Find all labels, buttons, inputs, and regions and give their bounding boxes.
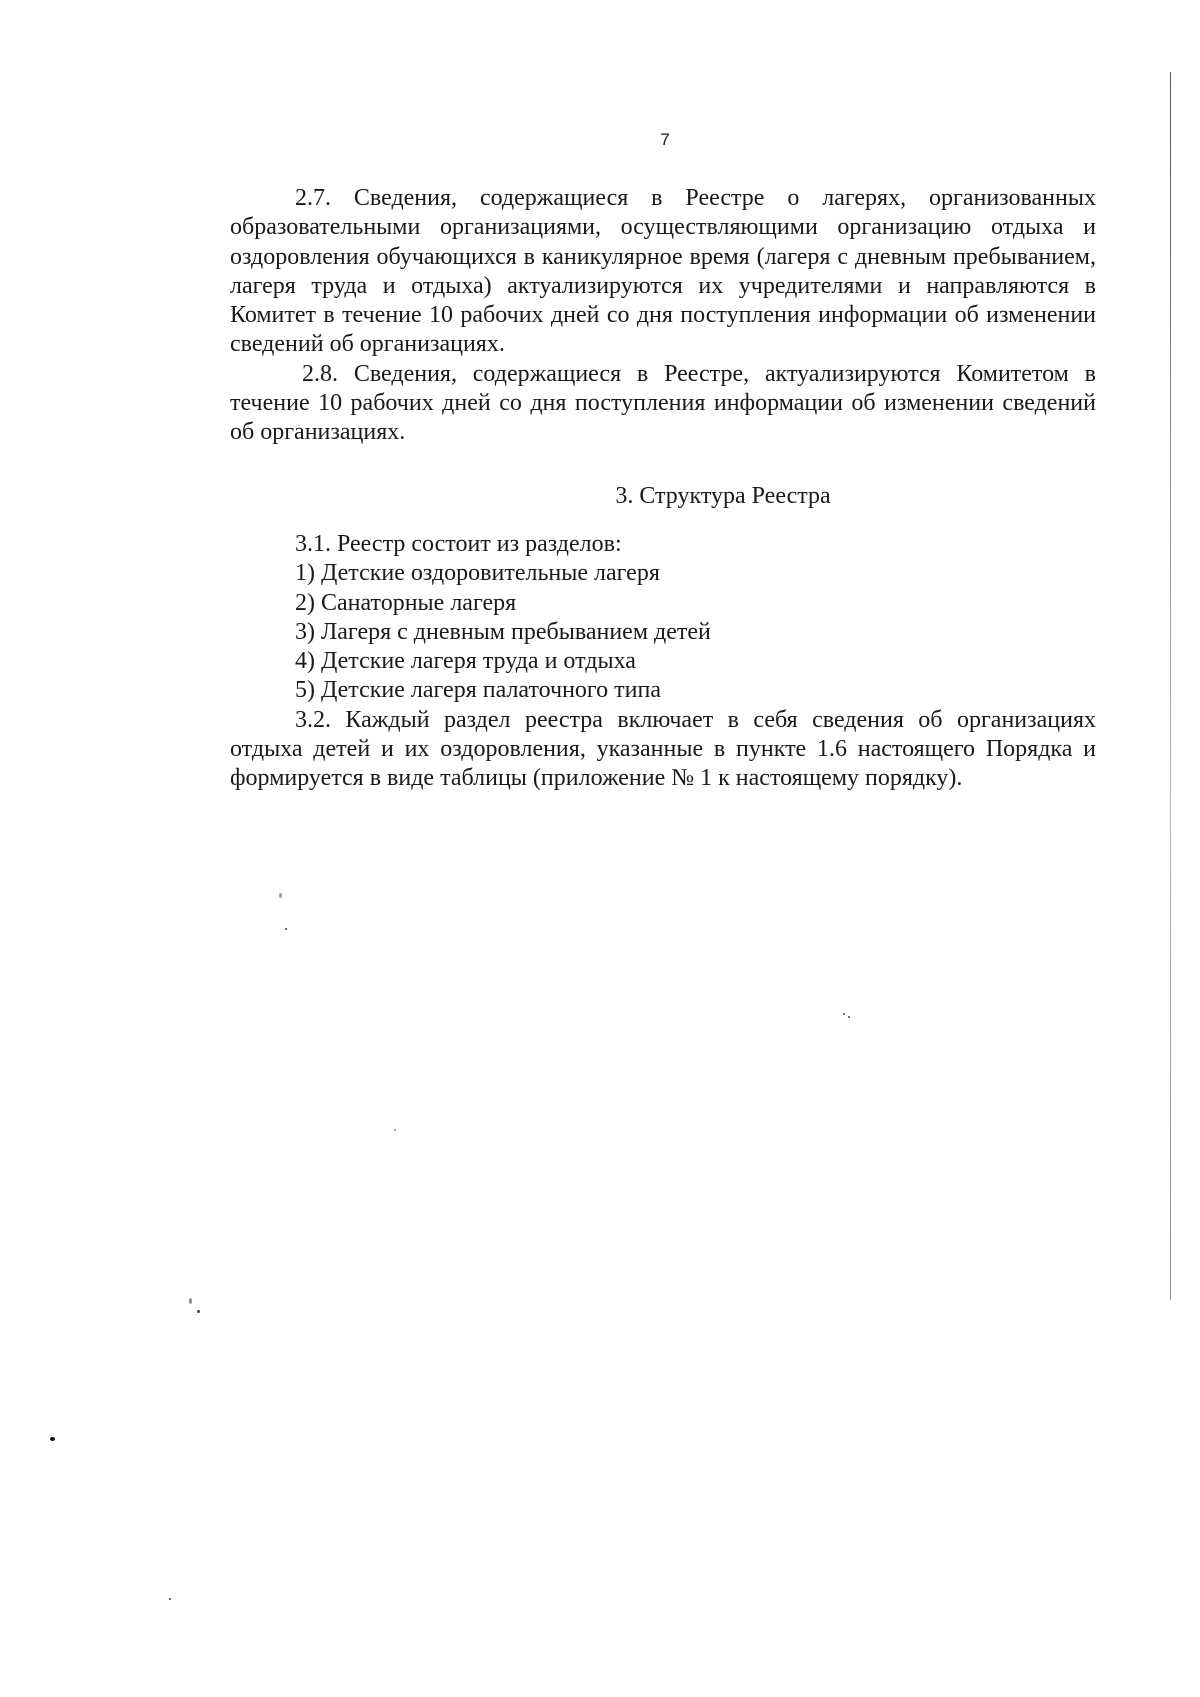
list-item: 2) Санаторные лагеря [295, 589, 517, 616]
scan-speck [843, 1013, 845, 1015]
section-3-body [230, 530, 1096, 794]
paragraph-2-7: 2.7. Сведения, содержащиеся в Реестре о лагерях, организованных образовательными организациями, осуществляющими организацию отдыха и оздоровления обучающихся в каникулярное время (лагеря с дневным пребыванием, лагеря труда и отдыха) актуализируются их учредителями и направляются в Комитет в течение 10 рабочих дней со дня поступления информации об изменении сведений об организациях. [230, 185, 1096, 358]
list-item: 3) Лагеря с дневным пребыванием детей [295, 618, 711, 645]
paragraph-3-1: 3.1. Реестр состоит из разделов: [295, 531, 622, 557]
list-item: 4) Детские лагеря труда и отдыха [295, 648, 636, 675]
scan-speck [197, 1310, 200, 1313]
list-item: 1) Детские оздоровительные лагеря [295, 560, 660, 587]
page-number: 7 [660, 130, 670, 149]
paragraph-3-2: 3.2. Каждый раздел реестра включает в себя сведения об организациях отдыха детей и их оздоровления, указанные в пункте 1.6 настоящего Порядка и формируется в виде таблицы (приложение № 1 к настоящему порядку). [230, 706, 1096, 792]
scan-speck [394, 1129, 396, 1131]
scan-edge-line [1170, 72, 1171, 1300]
scan-speck [848, 1016, 850, 1018]
registry-sections-list [230, 559, 1096, 705]
scan-speck [169, 1598, 171, 1600]
section-3-heading: 3. Структура Реестра [615, 483, 831, 509]
scan-speck [189, 1298, 192, 1304]
scan-speck [279, 893, 282, 898]
list-item: 5) Детские лагеря палаточного типа [295, 677, 661, 704]
section-2-continuation [230, 184, 1096, 448]
paragraph-2-8: 2.8. Сведения, содержащиеся в Реестре, актуализируются Комитетом в течение 10 рабочих дней со дня поступления информации об изменении сведений об организациях. [230, 360, 1096, 446]
scan-speck [50, 1437, 55, 1441]
scan-speck [285, 928, 287, 930]
